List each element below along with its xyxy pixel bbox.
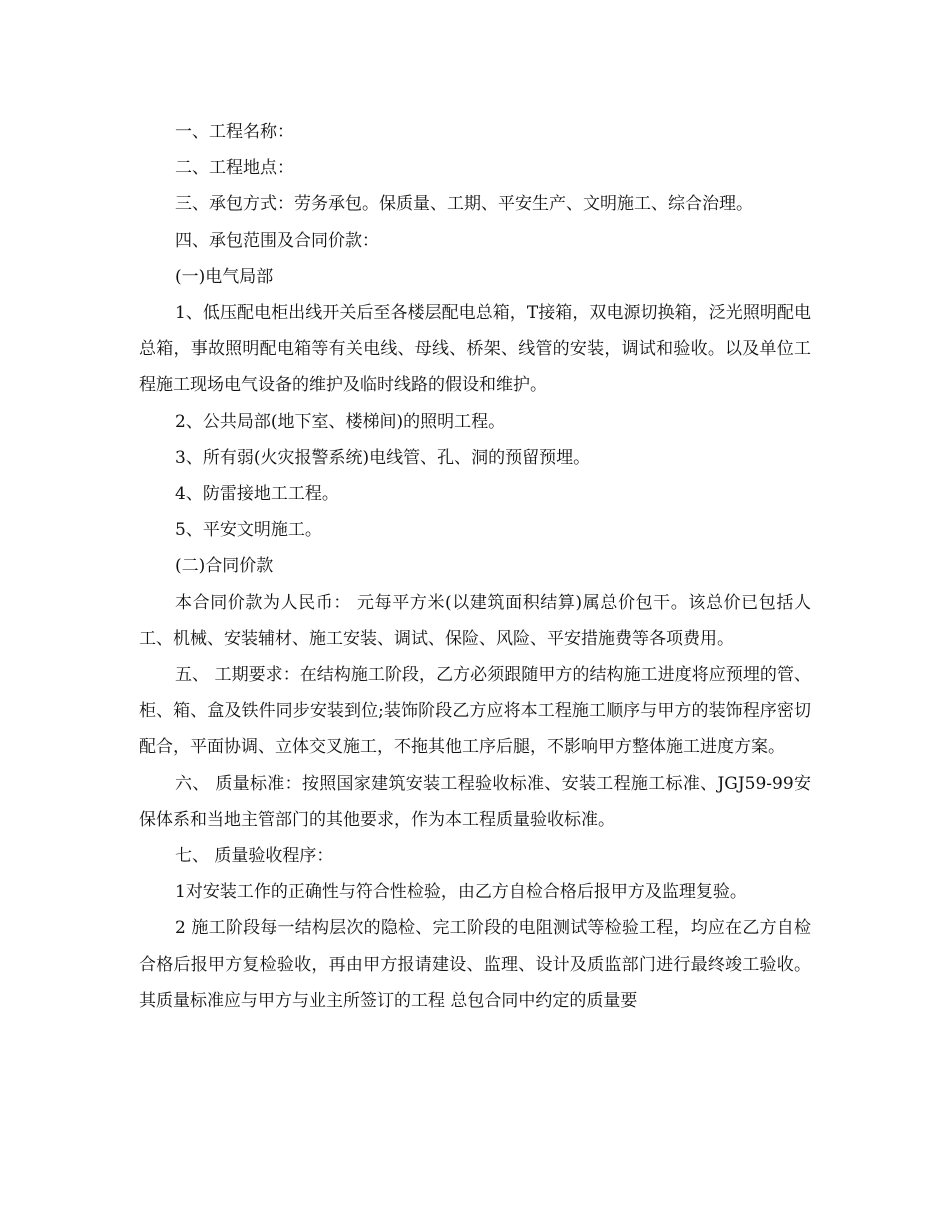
paragraph-price-heading: (二)合同价款 bbox=[175, 556, 274, 577]
paragraph-project-location: 二、工程地点： bbox=[175, 158, 294, 179]
paragraph-acceptance-2: 2 施工阶段每一结构层次的隐检、完工阶段的电阻测试等检验工程，均应在乙方自检合格后报甲方复检验收，再由甲方报请建设、监理、设计及质监部门进行最终竣工验收。其质量标准应与甲方与业主所签订的工程 总包合同中约定的质量要 bbox=[139, 918, 811, 1011]
paragraph-item-2: 2、公共局部(地下室、楼梯间)的照明工程。 bbox=[175, 411, 506, 432]
paragraph-quality-standard: 六、 质量标准：按照国家建筑安装工程验收标准、安装工程施工标准、JGJ59-99安保体系和当地主管部门的其他要求，作为本工程质量验收标准。 bbox=[139, 773, 811, 830]
paragraph-item-3: 3、所有弱(火灾报警系统)电线管、孔、洞的预留预埋。 bbox=[175, 447, 591, 468]
paragraph-acceptance-heading: 七、 质量验收程序： bbox=[175, 846, 334, 867]
paragraph-contract-method: 三、承包方式：劳务承包。保质量、工期、平安生产、文明施工、综合治理。 bbox=[175, 194, 753, 215]
paragraph-item-1: 1、低压配电柜出线开关后至各楼层配电总箱，T接箱，双电源切换箱，泛光照明配电总箱，事故照明配电箱等有关电线、母线、桥架、线管的安装，调试和验收。以及单位工程施工现场电气设备的维护及临时线路的假设和维护。 bbox=[139, 303, 811, 396]
paragraph-acceptance-1: 1对安装工作的正确性与符合性检验，由乙方自检合格后报甲方及监理复验。 bbox=[175, 882, 747, 903]
paragraph-price-body: 本合同价款为人民币： 元每平方米(以建筑面积结算)属总价包干。该总价已包括人工、机械、安装辅材、施工安装、调试、保险、风险、平安措施费等各项费用。 bbox=[139, 592, 811, 649]
paragraph-electrical-heading: (一)电气局部 bbox=[175, 266, 274, 287]
paragraph-scope-heading: 四、承包范围及合同价款： bbox=[175, 230, 379, 251]
document-body bbox=[139, 114, 811, 1019]
paragraph-item-5: 5、平安文明施工。 bbox=[175, 520, 322, 541]
paragraph-project-name: 一、工程名称： bbox=[175, 122, 294, 142]
paragraph-schedule: 五、 工期要求：在结构施工阶段，乙方必须跟随甲方的结构施工进度将应预埋的管、柜、箱、盒及铁件同步安装到位;装饰阶段乙方应将本工程施工顺序与甲方的装饰程序密切配合，平面协调、立体交叉施工，不拖其他工序后腿，不影响甲方整体施工进度方案。 bbox=[139, 665, 811, 758]
paragraph-item-4: 4、防雷接地工工程。 bbox=[175, 484, 339, 505]
